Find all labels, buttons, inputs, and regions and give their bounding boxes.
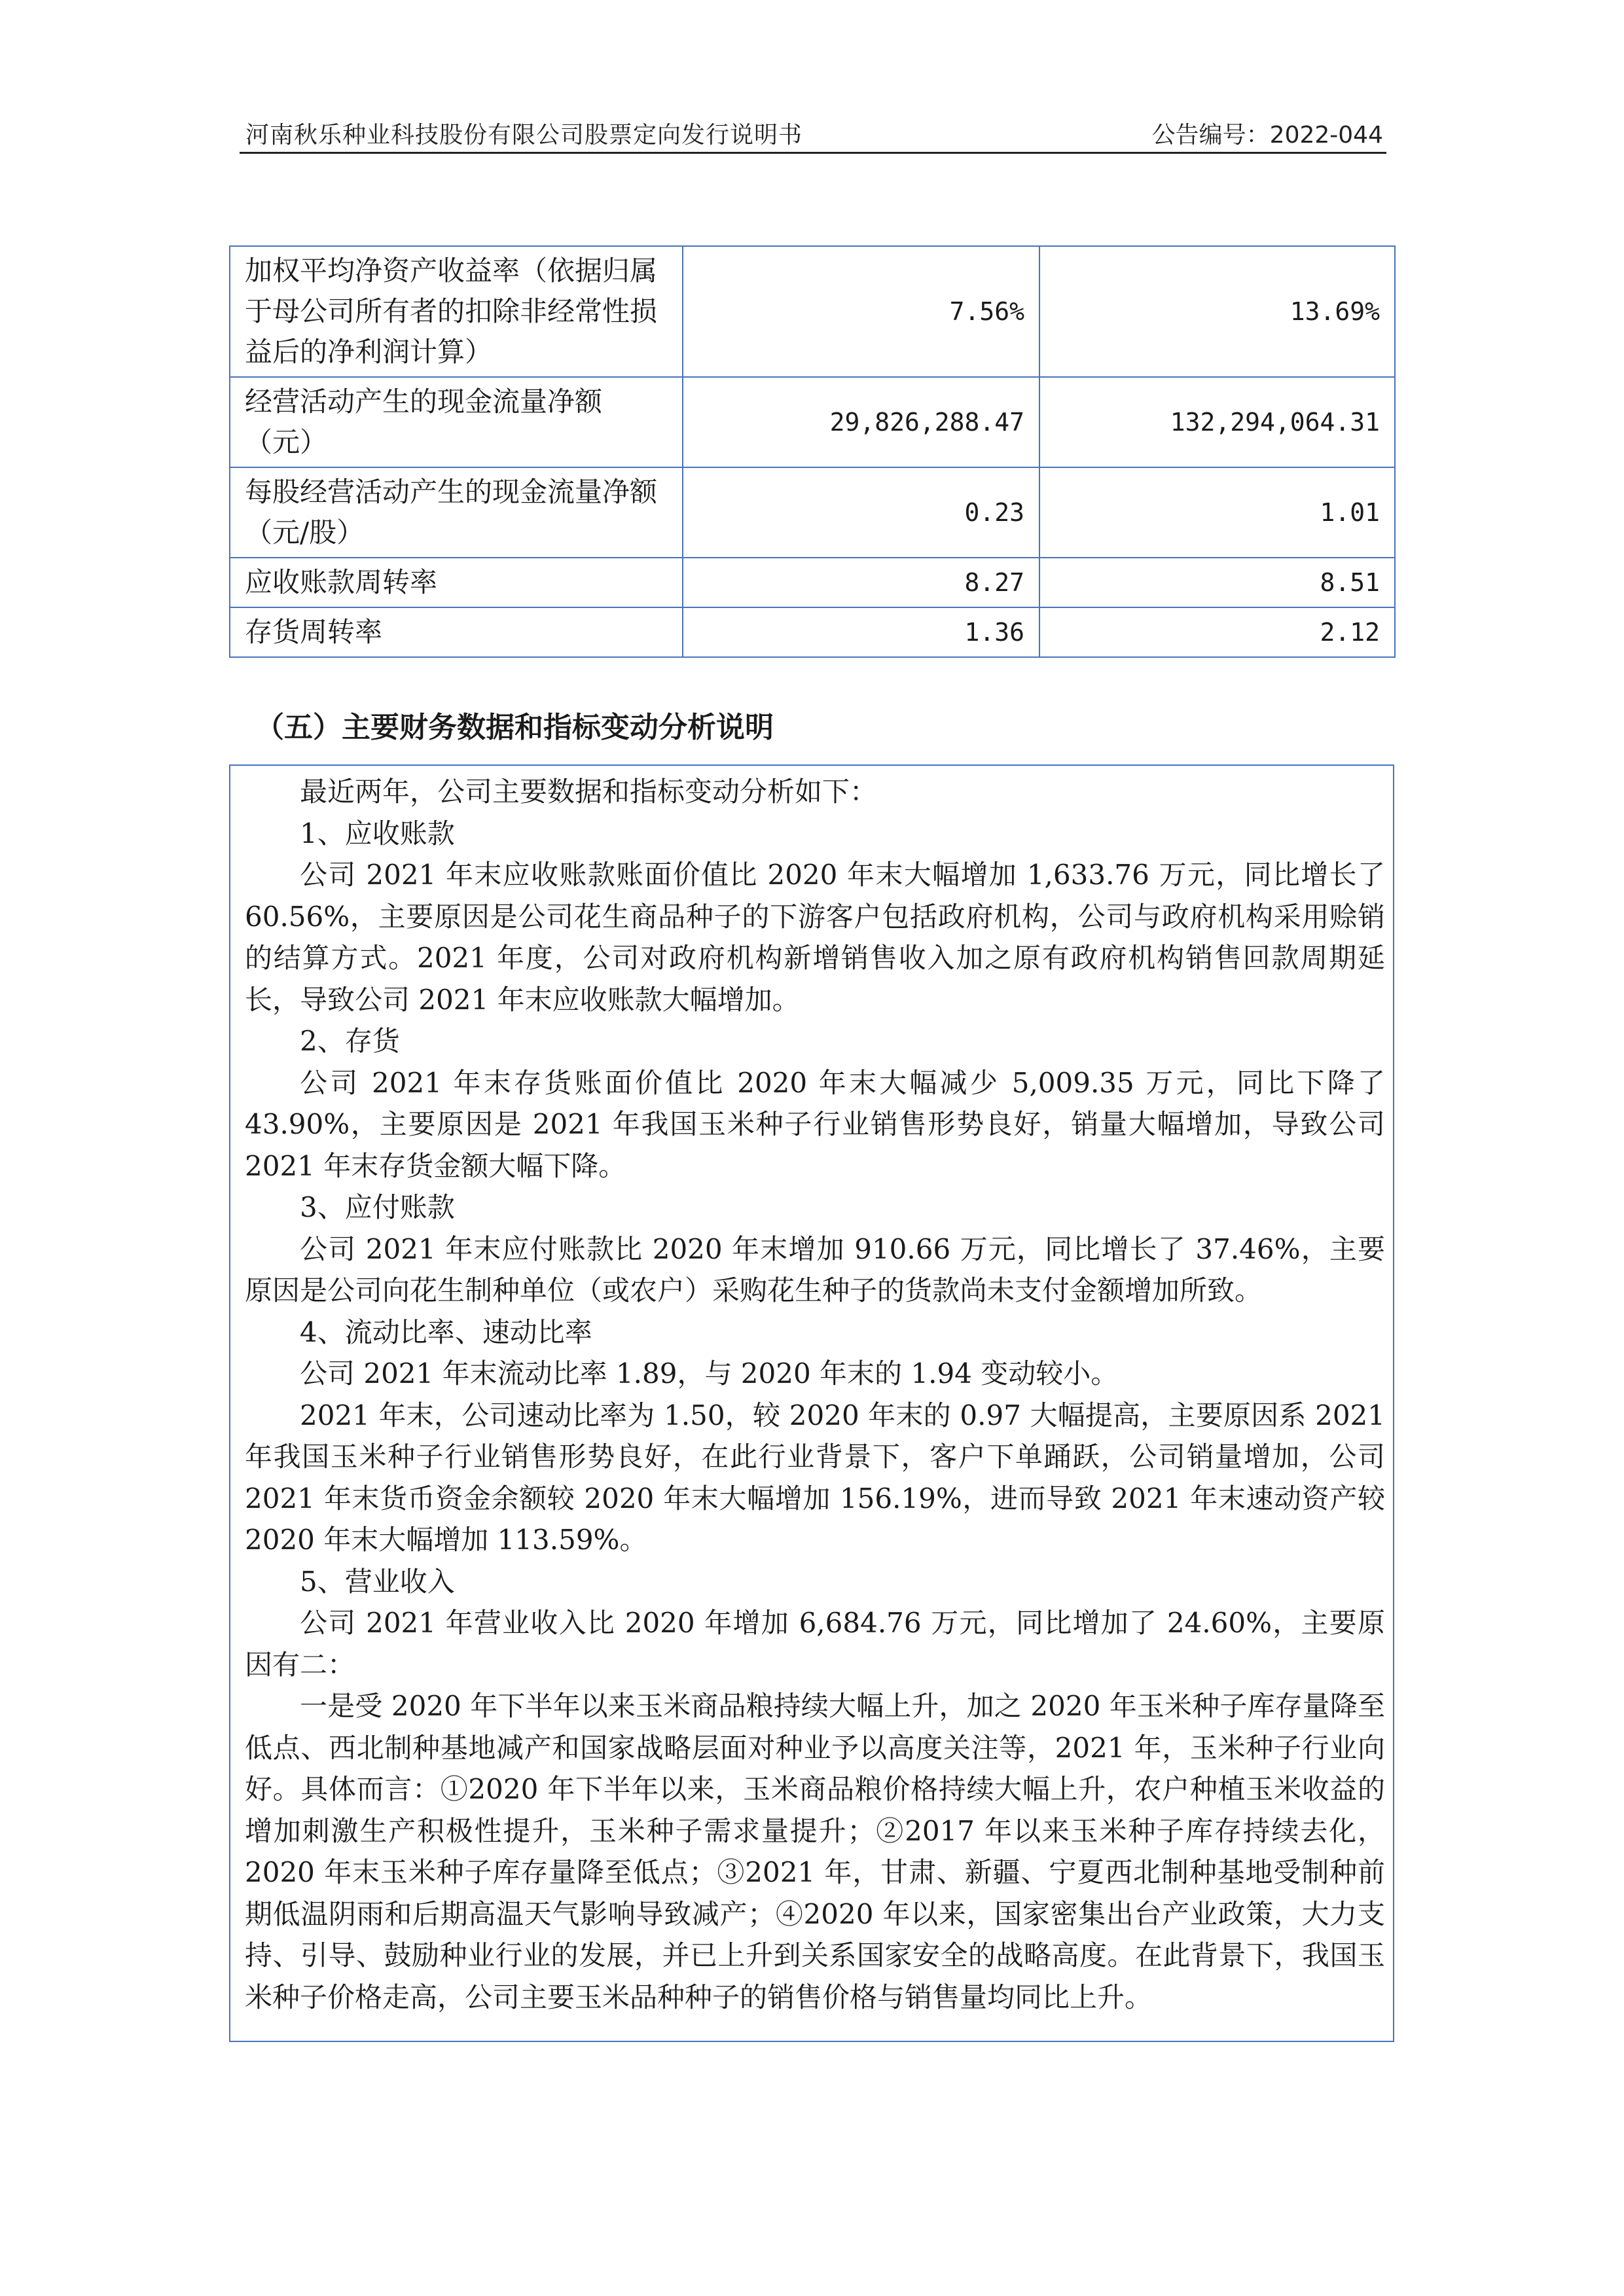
subheading: 5、营业收入: [300, 1565, 455, 1598]
value-2020: 13.69%: [1039, 246, 1395, 377]
metric-label: 加权平均净资产收益率（依据归属于母公司所有者的扣除非经常性损益后的净利润计算）: [230, 246, 683, 377]
value-2021: 1.36: [683, 607, 1039, 657]
paragraph: 公司 2021 年末存货账面价值比 2020 年末大幅减少 5,009.35 万元，同比下降了 43.90%，主要原因是 2021 年我国玉米种子行业销售形势良好，销量大幅增加，导致公司 2021 年末存货金额大幅下降。: [245, 1066, 1385, 1182]
subheading: 4、流动比率、速动比率: [300, 1316, 592, 1348]
value-2021: 0.23: [683, 467, 1039, 558]
paragraph: 一是受 2020 年下半年以来玉米商品粮持续大幅上升，加之 2020 年玉米种子库存量降至低点、西北制种基地减产和国家战略层面对种业予以高度关注等，2021 年，玉米种子行业向好。具体而言：①2020 年下半年以来，玉米商品粮价格持续大幅上升，农户种植玉米收益的增加刺激生产积极性提升，玉米种子需求量提升；②2017 年以来玉米种子库存持续去化，2020 年末玉米种子库存量降至低点；③2021 年，甘肃、新疆、宁夏西北制种基地受制种前期低温阴雨和后期高温天气影响导致减产；④2020 年以来，国家密集出台产业政策，大力支持、引导、鼓励种业行业的发展，并已上升到关系国家安全的战略高度。在此背景下，我国玉米种子价格走高，公司主要玉米品种种子的销售价格与销售量均同比上升。: [245, 1690, 1385, 2013]
paragraph: 2021 年末，公司速动比率为 1.50，较 2020 年末的 0.97 大幅提高，主要原因系 2021 年我国玉米种子行业销售形势良好，在此行业背景下，客户下单踊跃，公司销量增加，公司 2021 年末货币资金余额较 2020 年末大幅增加 156.19%，进而导致 2021 年末速动资产较 2020 年末大幅增加 113.59%。: [245, 1399, 1385, 1556]
paragraph: 公司 2021 年营业收入比 2020 年增加 6,684.76 万元，同比增加了 24.60%，主要原因有二：: [245, 1607, 1385, 1681]
paragraph: 公司 2021 年末应付账款比 2020 年末增加 910.66 万元，同比增长了 37.46%，主要原因是公司向花生制种单位（或农户）采购花生种子的货款尚未支付金额增加所致。: [245, 1232, 1385, 1306]
header-divider: [240, 152, 1386, 154]
announcement-number: 公告编号：2022-044: [1151, 122, 1383, 149]
subheading: 2、存货: [300, 1025, 400, 1057]
subheading: 1、应收账款: [300, 817, 455, 850]
subheading: 3、应付账款: [300, 1191, 455, 1223]
document-title: 河南秋乐种业科技股份有限公司股票定向发行说明书: [245, 122, 803, 149]
section-heading: （五）主要财务数据和指标变动分析说明: [255, 711, 774, 744]
paragraph: 最近两年，公司主要数据和指标变动分析如下：: [300, 776, 878, 808]
paragraph: 公司 2021 年末应收账款账面价值比 2020 年末大幅增加 1,633.76 万元，同比增长了 60.56%，主要原因是公司花生商品种子的下游客户包括政府机构，公司与政府机构采用赊销的结算方式。2021 年度，公司对政府机构新增销售收入加之原有政府机构销售回款周期延长，导致公司 2021 年末应收账款大幅增加。: [245, 859, 1385, 1016]
table-row: [230, 467, 1395, 558]
metric-label: 应收账款周转率: [230, 558, 683, 607]
value-2021: 8.27: [683, 558, 1039, 607]
metric-label: 每股经营活动产生的现金流量净额（元/股）: [230, 467, 683, 558]
paragraph: 公司 2021 年末流动比率 1.89，与 2020 年末的 1.94 变动较小。: [300, 1357, 1119, 1390]
metric-label: 存货周转率: [230, 607, 683, 657]
value-2020: 132,294,064.31: [1039, 377, 1395, 467]
table-row: [230, 558, 1395, 607]
value-2021: 29,826,288.47: [683, 377, 1039, 467]
table-row: [230, 607, 1395, 657]
table-row: [230, 246, 1395, 377]
value-2020: 8.51: [1039, 558, 1395, 607]
table-row: [230, 377, 1395, 467]
value-2020: 1.01: [1039, 467, 1395, 558]
metric-label: 经营活动产生的现金流量净额（元）: [230, 377, 683, 467]
financial-metrics-table: [229, 245, 1396, 658]
value-2021: 7.56%: [683, 246, 1039, 377]
analysis-box: [229, 764, 1394, 2042]
value-2020: 2.12: [1039, 607, 1395, 657]
